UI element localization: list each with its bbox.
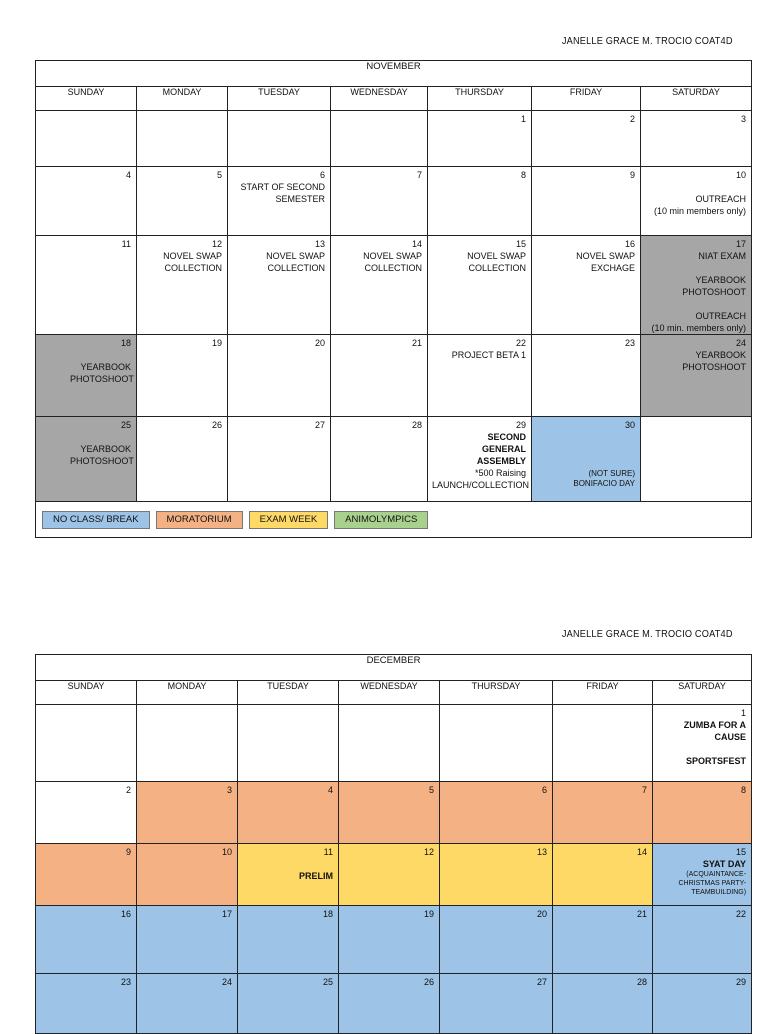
day-number: 26 [211,420,222,430]
day-number: 1 [741,708,747,718]
event-text: NOVEL SWAP COLLECTION [163,251,222,273]
day-number: 14 [636,847,647,857]
day-cell [532,111,641,167]
header-name: JANELLE GRACE M. TROCIO COAT4D [562,36,733,47]
day-number: 11 [121,239,131,249]
day-cell-no-class [653,906,752,974]
day-number: 23 [624,338,635,348]
day-number: 1 [520,114,526,124]
day-cell-highlighted [641,335,752,417]
day-number: 4 [327,785,333,795]
legend-no-class: NO CLASS/ BREAK [42,511,150,529]
legend-animolympics: ANIMOLYMPICS [334,511,428,529]
day-cell-empty [137,111,228,167]
event-text: PROJECT BETA 1 [451,350,526,360]
event-text: (ACQUAINTANCE-CHRISTMAS PARTY-TEAMBUILDING) [678,871,747,896]
day-cell-moratorium [553,782,653,844]
day-cell [36,782,137,844]
day-cell-empty [331,111,428,167]
day-cell-highlighted [641,236,752,335]
day-cell-no-class [36,906,137,974]
day-number: 30 [624,420,635,430]
legend-exam-week: EXAM WEEK [249,511,329,529]
event-text: YEARBOOK PHOTOSHOOT [70,444,134,466]
dow-tuesday: TUESDAY [228,87,331,111]
day-cell-moratorium [137,844,238,906]
day-number: 5 [428,785,434,795]
day-cell [428,236,532,335]
dow-saturday: SATURDAY [641,87,752,111]
day-number: 7 [641,785,647,795]
day-number: 9 [629,170,635,180]
dow-saturday: SATURDAY [653,681,752,705]
day-cell [653,705,752,782]
dow-monday: MONDAY [137,87,228,111]
day-cell-moratorium [137,782,238,844]
day-cell-no-class [137,906,238,974]
day-cell [228,335,331,417]
event-text: PRELIM [298,871,333,881]
day-number: 16 [624,239,635,249]
day-cell-no-class [238,974,339,1034]
day-cell [137,335,228,417]
day-number: 25 [120,420,131,430]
event-text: SYAT DAY [702,859,747,869]
day-cell [428,111,532,167]
day-number: 18 [120,338,131,348]
day-number: 17 [221,909,232,919]
day-number: 24 [221,977,232,987]
day-number: 6 [541,785,547,795]
day-cell-no-class [238,906,339,974]
dow-tuesday: TUESDAY [238,681,339,705]
day-number: 14 [411,239,422,249]
day-cell-no-class [440,974,553,1034]
day-cell-moratorium [653,782,752,844]
day-cell-highlighted [36,417,137,502]
day-number: 22 [736,909,747,919]
dow-sunday: SUNDAY [36,681,137,705]
day-cell-no-class [440,906,553,974]
dow-monday: MONDAY [137,681,238,705]
event-text: *500 Raising [474,468,526,478]
day-cell-no-class [553,974,653,1034]
day-number: 10 [221,847,232,857]
day-cell-empty [641,417,752,502]
day-cell [331,335,428,417]
day-cell [641,167,752,236]
day-number: 9 [125,847,131,857]
day-cell-empty [339,705,440,782]
day-number: 27 [314,420,325,430]
event-text: SPORTSFEST [686,756,747,766]
day-number: 4 [125,170,131,180]
day-cell-no-class [339,906,440,974]
day-number: 2 [125,785,131,795]
day-cell [137,167,228,236]
event-text: BONIFACIO DAY [573,479,635,488]
day-cell-no-class [339,974,440,1034]
event-text: ZUMBA FOR A CAUSE [683,720,747,742]
day-number: 3 [741,114,747,124]
event-text: (NOT SURE) [588,469,635,478]
day-cell-empty [228,111,331,167]
day-cell [36,236,137,335]
day-number: 15 [515,239,526,249]
day-number: 20 [314,338,325,348]
dow-thursday: THURSDAY [440,681,553,705]
event-text: NOVEL SWAP COLLECTION [363,251,422,273]
day-number: 12 [423,847,434,857]
event-text: OUTREACH [695,194,747,204]
month-title: DECEMBER [36,655,752,681]
day-number: 21 [411,338,422,348]
day-number: 12 [211,239,222,249]
day-cell-no-class [532,417,641,502]
december-calendar [35,654,752,1034]
dow-friday: FRIDAY [532,87,641,111]
event-text: START OF SECOND SEMESTER [240,182,325,204]
day-number: 26 [423,977,434,987]
month-title: NOVEMBER [36,61,752,87]
day-cell [532,236,641,335]
day-cell-no-class [553,906,653,974]
day-cell-no-class [36,974,137,1034]
day-number: 18 [322,909,333,919]
header-name: JANELLE GRACE M. TROCIO COAT4D [562,629,733,640]
day-cell [532,335,641,417]
dow-thursday: THURSDAY [428,87,532,111]
day-number: 2 [629,114,635,124]
day-cell [331,417,428,502]
day-cell [331,236,428,335]
day-cell-no-class [137,974,238,1034]
day-cell-exam-week [440,844,553,906]
legend-row [36,502,752,538]
day-cell [641,111,752,167]
day-cell-empty [36,111,137,167]
november-calendar [35,60,752,538]
dow-sunday: SUNDAY [36,87,137,111]
day-number: 8 [741,785,747,795]
day-number: 7 [416,170,422,180]
day-number: 22 [515,338,526,348]
event-text: (10 min members only) [654,206,747,216]
day-cell-empty [553,705,653,782]
day-cell [428,335,532,417]
day-cell-no-class [653,844,752,906]
day-cell-moratorium [440,782,553,844]
day-number: 16 [120,909,131,919]
day-cell [428,417,532,502]
event-text: NOVEL SWAP COLLECTION [467,251,526,273]
day-number: 19 [423,909,434,919]
day-number: 13 [314,239,325,249]
day-cell-empty [137,705,238,782]
day-number: 20 [536,909,547,919]
event-text: YEARBOOK PHOTOSHOOT [682,275,747,297]
day-number: 24 [736,338,747,348]
day-number: 13 [536,847,547,857]
day-cell-moratorium [36,844,137,906]
day-number: 19 [211,338,222,348]
event-text: LAUNCH/COLLECTION [432,480,530,490]
day-cell-highlighted [36,335,137,417]
day-cell [532,167,641,236]
legend-moratorium: MORATORIUM [156,511,243,529]
event-text: NOVEL SWAP EXCHAGE [576,251,635,273]
dow-wednesday: WEDNESDAY [331,87,428,111]
day-number: 23 [120,977,131,987]
event-text: OUTREACH [695,311,747,321]
day-cell-moratorium [238,782,339,844]
day-number: 28 [636,977,647,987]
day-cell [228,167,331,236]
day-number: 27 [536,977,547,987]
day-cell [137,417,228,502]
day-number: 17 [736,239,747,249]
day-cell [428,167,532,236]
day-cell-empty [440,705,553,782]
day-cell [228,417,331,502]
day-cell-empty [238,705,339,782]
day-number: 5 [216,170,222,180]
day-number: 10 [736,170,747,180]
event-text: YEARBOOK PHOTOSHOOT [682,350,747,372]
day-number: 29 [736,977,747,987]
day-number: 6 [319,170,325,180]
dow-friday: FRIDAY [553,681,653,705]
day-cell [331,167,428,236]
day-cell [137,236,228,335]
day-cell-no-class [653,974,752,1034]
day-cell-empty [36,705,137,782]
dow-wednesday: WEDNESDAY [339,681,440,705]
day-cell [36,167,137,236]
event-text: SECOND GENERAL ASSEMBLY [476,432,526,466]
day-number: 21 [636,909,647,919]
day-cell-exam-week [238,844,339,906]
day-cell-moratorium [339,782,440,844]
day-number: 15 [736,847,747,857]
day-number: 11 [323,847,333,857]
day-cell-exam-week [553,844,653,906]
day-number: 28 [411,420,422,430]
day-cell [228,236,331,335]
event-text: NOVEL SWAP COLLECTION [266,251,325,273]
day-number: 8 [520,170,526,180]
event-text: (10 min. members only) [651,323,747,333]
day-number: 29 [515,420,526,430]
day-number: 25 [322,977,333,987]
day-cell-exam-week [339,844,440,906]
event-text: NIAT EXAM [698,251,747,261]
legend [36,503,751,537]
event-text: YEARBOOK PHOTOSHOOT [70,362,134,384]
day-number: 3 [226,785,232,795]
